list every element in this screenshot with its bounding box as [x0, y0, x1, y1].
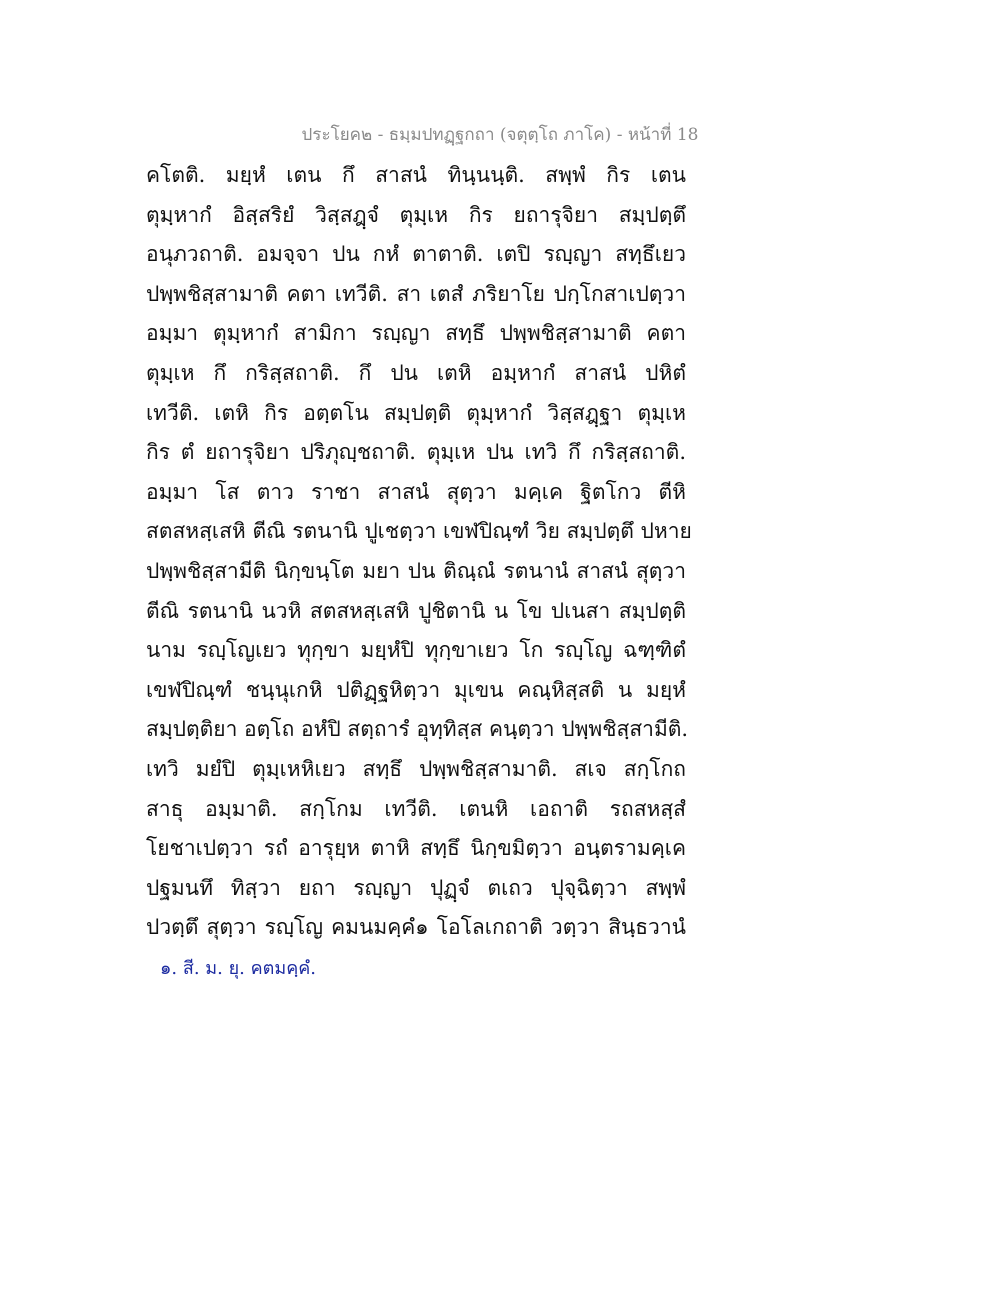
text-line: ปพฺพชิสฺสามาติ คตา เทวีติ. สา เตสํ ภริยาโย ปกฺโกสาเปตฺวา: [146, 281, 686, 306]
text-line: ปฐมนทึ ทิสฺวา ยถา รญฺญา ปุฏฺจํ ตเถว ปุจฺฉิตฺวา สพฺพํ: [146, 875, 686, 900]
text-line: สตสหสฺเสหิ ตีณิ รตนานิ ปูเชตฺวา เขฬปิณฺฑํ วิย สมฺปตฺตึ ปหาย: [146, 519, 692, 544]
text-line: โยชาเปตฺวา รถํ อารุยฺห ตาหิ สทฺธึ นิกฺขมิตฺวา อนฺตรามคฺเค: [146, 836, 686, 861]
text-line: ปวตฺตึ สุตฺวา รญฺโญ คมนมคฺคํ๑ โอโลเกถาติ วตฺวา สินฺธวานํ: [146, 915, 686, 940]
text-line: ปพฺพชิสฺสามีติ นิกฺขนฺโต มยา ปน ติณฺณํ รตนานํ สาสนํ สุตฺวา: [146, 558, 686, 583]
footnote: ๑. สี. ม. ยุ. คตมคฺคํ.: [160, 958, 316, 979]
text-line: เทวีติ. เตหิ กิร อตฺตโน สมฺปตฺติ ตุมฺหากํ วิสฺสฎฺฐา ตุมฺเห: [146, 400, 686, 425]
text-line: ตุมฺหากํ อิสฺสริยํ วิสฺสฎฺจํ ตุมฺเห กิร ยถารุจิยา สมฺปตฺตึ: [146, 202, 686, 227]
body-text: [146, 158, 692, 950]
text-line: สมฺปตฺติยา อตฺโถ อหํปิ สตฺถารํ อุทฺทิสฺส คนฺตฺวา ปพฺพชิสฺสามีติ.: [146, 717, 689, 742]
text-line: เทวิ มยํปิ ตุมฺเหหิเยว สทฺธึ ปพฺพชิสฺสามาติ. สเจ สกฺโกถ: [146, 756, 686, 781]
text-line: อนุภวถาติ. อมจฺจา ปน กหํ ตาตาติ. เตปิ รญฺญา สทฺธึเยว: [146, 242, 686, 267]
text-line: นาม รญฺโญเยว ทุกฺขา มยฺหํปิ ทุกฺขาเยว โก รญฺโญ ฉฑฺฑิตํ: [146, 638, 686, 663]
running-header: [0, 121, 1000, 148]
text-line: กิร ตํ ยถารุจิยา ปริภุญฺชถาติ. ตุมฺเห ปน เทวิ กึ กริสฺสถาติ.: [146, 440, 686, 465]
text-line: อมฺมา โส ตาว ราชา สาสนํ สุตฺวา มคฺเค ฐิตโกว ตีหิ: [146, 479, 686, 504]
text-line: ตีณิ รตนานิ นวหิ สตสหสฺเสหิ ปูชิตานิ น โข ปเนสา สมฺปตฺติ: [146, 598, 686, 623]
text-line: อมฺมา ตุมฺหากํ สามิกา รญฺญา สทฺธึ ปพฺพชิสฺสามาติ คตา: [146, 321, 686, 346]
text-line: เขฬปิณฺฑํ ชนฺนุเกหิ ปติฏฺฐหิตฺวา มุเขน คณฺหิสฺสติ น มยฺหํ: [146, 677, 686, 702]
text-line: สาธุ อมฺมาติ. สกฺโกม เทวีติ. เตนหิ เอถาติ รถสหสฺสํ: [146, 796, 686, 821]
header-text: ประโยค๒ - ธมฺมปทฏฺฐกถา (จตุตฺโถ ภาโค) - หน้าที่ 18: [301, 125, 699, 145]
text-line: คโตติ. มยฺหํ เตน กึ สาสนํ ทินฺนนฺติ. สพฺพํ กิร เตน: [146, 163, 686, 187]
text-line: ตุมฺเห กึ กริสฺสถาติ. กึ ปน เตหิ อมฺหากํ สาสนํ ปหิตํ: [146, 360, 686, 385]
